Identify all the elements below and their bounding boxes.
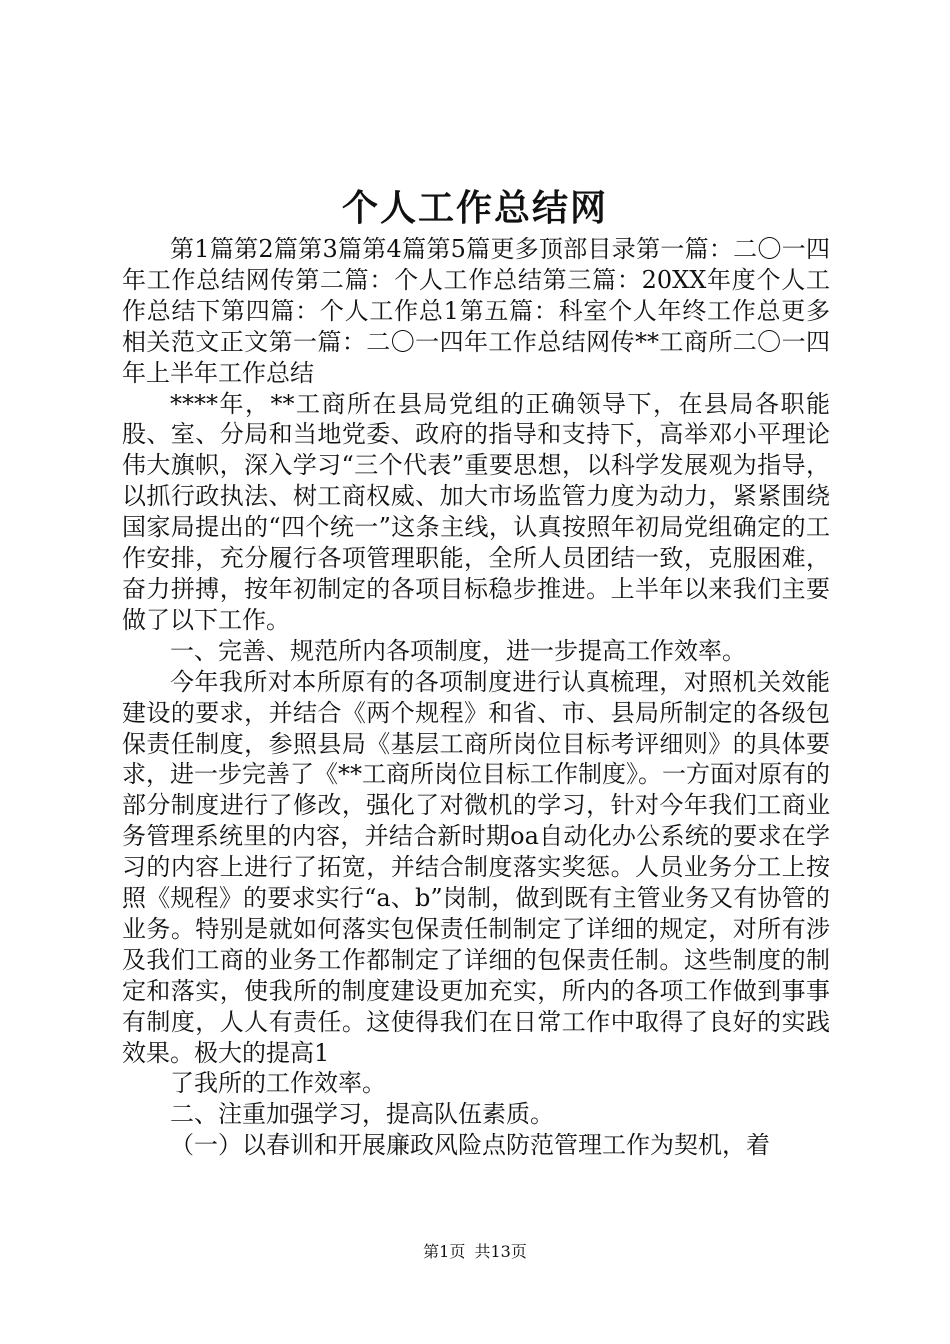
paragraph-intro: ****年，**工商所在县局党组的正确领导下，在县局各职能股、室、分局和当地党委、政府的指导和支持下，高举邓小平理论伟大旗帜，深入学习“三个代表”重要思想，以科学发展观为指导，以抓行政执法、树工商权威、加大市场监管力度为动力，紧紧围绕国家局提出的“四个统一”这条主线，认真按照年初局党组确定的工作安排，充分履行各项管理职能，全所人员团结一致，克服困难，奋力拼搏，按年初制定的各项目标稳步推进。上半年以来我们主要做了以下工作。 (122, 389, 830, 634)
page-total: 共13页 (474, 1242, 527, 1261)
subsection-heading-1: （一）以春训和开展廉政风险点防范管理工作为契机，着 (170, 1131, 770, 1160)
section-heading-2: 二、注重加强学习，提高队伍素质。 (170, 1100, 554, 1129)
paragraph-section-1: 今年我所对本所原有的各项制度进行认真梳理，对照机关效能建设的要求，并结合《两个规程》和省、市、县局所制定的各级包保责任制度，参照县局《基层工商所岗位目标考评细则》的具体要求，进一步完善了《**工商所岗位目标工作制度》。一方面对原有的部分制度进行了修改，强化了对微机的学习，针对今年我们工商业务管理系统里的内容，并结合新时期oa自动化办公系统的要求在学习的内容上进行了拓宽，并结合制度落实奖惩。人员业务分工上按照《规程》的要求实行“a、b”岗制，做到既有主管业务又有协管的业务。特别是就如何落实包保责任制制定了详细的规定，对所有涉及我们工商的业务工作都制定了详细的包保责任制。这些制度的制定和落实，使我所的制度建设更加充实，所内的各项工作做到事事有制度，人人有责任。这使得我们在日常工作中取得了良好的实践效果。极大的提高1 (122, 667, 830, 1067)
document-body (122, 234, 830, 1161)
page-footer (0, 1240, 950, 1264)
paragraph-continuation: 了我所的工作效率。 (170, 1069, 386, 1098)
page-number: 第1页 (423, 1242, 466, 1261)
section-heading-1: 一、完善、规范所内各项制度，进一步提高工作效率。 (170, 636, 746, 665)
document-title: 个人工作总结网 (341, 187, 608, 229)
paragraph-contents: 第1篇第2篇第3篇第4篇第5篇更多顶部目录第一篇：二〇一四年工作总结网传第二篇：个人工作总结第三篇：20XX年度个人工作总结下第四篇：个人工作总1第五篇：科室个人年终工作总更多相关范文正文第一篇：二〇一四年工作总结网传**工商所二〇一四年上半年工作总结 (122, 235, 830, 387)
